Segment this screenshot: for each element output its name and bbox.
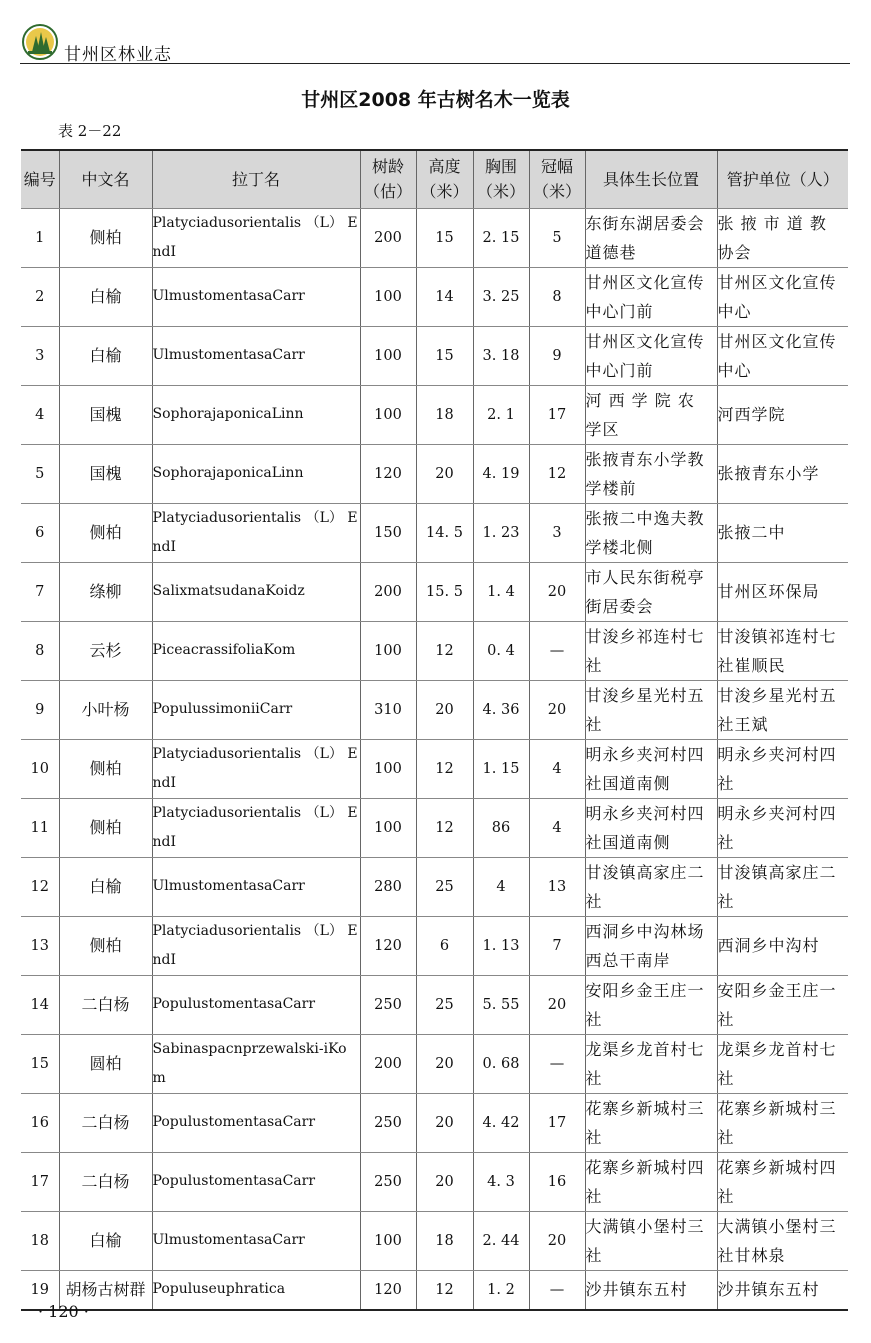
running-header (20, 22, 850, 64)
row-height: 14 (416, 267, 473, 326)
row-latin-name: Sabinaspacnprzewalski-iKom (152, 1034, 360, 1093)
row-unit: 龙渠乡龙首村七社 (717, 1034, 848, 1093)
row-girth: 1. 2 (473, 1270, 529, 1310)
col-header-crown-line2: （米） (532, 182, 581, 202)
table-header-row (21, 150, 848, 208)
row-no: 11 (21, 798, 59, 857)
row-age: 250 (360, 1093, 416, 1152)
row-no: 19 (21, 1270, 59, 1310)
row-latin-name: Platyciadusorientalis （L） EndI (152, 916, 360, 975)
row-latin-name: PopulustomentasaCarr (152, 975, 360, 1034)
row-cn-name: 白榆 (59, 1211, 152, 1270)
row-height: 18 (416, 385, 473, 444)
col-header-girth (473, 150, 529, 208)
table-row (21, 503, 848, 562)
row-height: 12 (416, 1270, 473, 1310)
row-height: 12 (416, 798, 473, 857)
row-location: 甘浚乡祁连村七社 (585, 621, 717, 680)
row-height: 20 (416, 680, 473, 739)
row-unit: 河西学院 (717, 385, 848, 444)
row-height: 12 (416, 621, 473, 680)
table-row (21, 798, 848, 857)
row-age: 200 (360, 562, 416, 621)
row-no: 10 (21, 739, 59, 798)
row-cn-name: 国槐 (59, 444, 152, 503)
row-crown: 20 (529, 1211, 585, 1270)
col-header-age (360, 150, 416, 208)
row-cn-name: 白榆 (59, 857, 152, 916)
row-height: 20 (416, 1152, 473, 1211)
row-no: 13 (21, 916, 59, 975)
col-header-crown (529, 150, 585, 208)
row-no: 5 (21, 444, 59, 503)
row-age: 100 (360, 326, 416, 385)
row-girth: 1. 4 (473, 562, 529, 621)
row-age: 100 (360, 1211, 416, 1270)
row-cn-name: 侧柏 (59, 798, 152, 857)
row-unit: 沙井镇东五村 (717, 1270, 848, 1310)
row-no: 17 (21, 1152, 59, 1211)
row-crown: 8 (529, 267, 585, 326)
table-row (21, 562, 848, 621)
table-row (21, 1034, 848, 1093)
table-row (21, 1270, 848, 1310)
row-no: 1 (21, 208, 59, 267)
col-header-unit: 管护单位（人） (717, 150, 848, 208)
document-title: 甘州区2008 年古树名木一览表 (301, 89, 570, 111)
row-crown: 12 (529, 444, 585, 503)
row-crown: 4 (529, 739, 585, 798)
row-latin-name: PopulustomentasaCarr (152, 1152, 360, 1211)
row-cn-name: 国槐 (59, 385, 152, 444)
col-header-location: 具体生长位置 (585, 150, 717, 208)
row-no: 16 (21, 1093, 59, 1152)
col-header-age-line2: （估） (363, 182, 412, 202)
row-cn-name: 白榆 (59, 326, 152, 385)
row-crown: — (529, 1034, 585, 1093)
row-latin-name: PopulussimoniiCarr (152, 680, 360, 739)
table-row (21, 208, 848, 267)
row-height: 14. 5 (416, 503, 473, 562)
row-crown: 7 (529, 916, 585, 975)
row-age: 200 (360, 1034, 416, 1093)
row-cn-name: 侧柏 (59, 503, 152, 562)
table-row (21, 1152, 848, 1211)
row-no: 15 (21, 1034, 59, 1093)
row-age: 280 (360, 857, 416, 916)
row-crown: 20 (529, 680, 585, 739)
row-latin-name: UlmustomentasaCarr (152, 1211, 360, 1270)
row-girth: 4 (473, 857, 529, 916)
table-row (21, 1093, 848, 1152)
ancient-trees-table (21, 149, 848, 1311)
table-row (21, 326, 848, 385)
row-latin-name: SophorajaponicaLinn (152, 385, 360, 444)
col-header-girth-line2: （米） (476, 182, 525, 202)
row-location: 河 西 学 院 农 学区 (585, 385, 717, 444)
row-cn-name: 二白杨 (59, 975, 152, 1034)
row-crown: 3 (529, 503, 585, 562)
row-height: 25 (416, 975, 473, 1034)
row-age: 100 (360, 798, 416, 857)
row-girth: 1. 23 (473, 503, 529, 562)
row-cn-name: 白榆 (59, 267, 152, 326)
row-crown: 20 (529, 562, 585, 621)
row-no: 12 (21, 857, 59, 916)
row-cn-name: 小叶杨 (59, 680, 152, 739)
col-header-height (416, 150, 473, 208)
row-location: 市人民东街税亭街居委会 (585, 562, 717, 621)
row-age: 250 (360, 1152, 416, 1211)
row-unit: 大满镇小堡村三社甘林泉 (717, 1211, 848, 1270)
page-number: · 120 · (38, 1302, 89, 1321)
row-latin-name: SalixmatsudanaKoidz (152, 562, 360, 621)
row-latin-name: UlmustomentasaCarr (152, 267, 360, 326)
row-age: 100 (360, 267, 416, 326)
row-unit: 张掖青东小学 (717, 444, 848, 503)
table-number: 表 2－22 (58, 122, 122, 140)
row-no: 2 (21, 267, 59, 326)
row-age: 120 (360, 1270, 416, 1310)
row-girth: 5. 55 (473, 975, 529, 1034)
table-row (21, 857, 848, 916)
row-crown: 13 (529, 857, 585, 916)
row-latin-name: PiceacrassifoliaKom (152, 621, 360, 680)
row-age: 100 (360, 739, 416, 798)
table-row (21, 444, 848, 503)
row-location: 西洞乡中沟林场西总干南岸 (585, 916, 717, 975)
row-age: 150 (360, 503, 416, 562)
row-location: 东街东湖居委会道德巷 (585, 208, 717, 267)
row-age: 200 (360, 208, 416, 267)
row-cn-name: 云杉 (59, 621, 152, 680)
row-crown: — (529, 621, 585, 680)
col-header-girth-line1: 胸围 (484, 157, 517, 177)
row-age: 310 (360, 680, 416, 739)
row-girth: 2. 1 (473, 385, 529, 444)
row-unit: 花寨乡新城村三社 (717, 1093, 848, 1152)
row-unit: 花寨乡新城村四社 (717, 1152, 848, 1211)
row-location: 花寨乡新城村三社 (585, 1093, 717, 1152)
row-age: 100 (360, 621, 416, 680)
row-location: 龙渠乡龙首村七社 (585, 1034, 717, 1093)
row-girth: 0. 4 (473, 621, 529, 680)
row-crown: 5 (529, 208, 585, 267)
row-no: 3 (21, 326, 59, 385)
col-header-no: 编号 (21, 150, 59, 208)
col-header-crown-line1: 冠幅 (540, 157, 573, 177)
row-no: 14 (21, 975, 59, 1034)
table-row (21, 385, 848, 444)
row-unit: 安阳乡金王庄一社 (717, 975, 848, 1034)
col-header-age-line1: 树龄 (371, 157, 404, 177)
row-age: 120 (360, 916, 416, 975)
row-latin-name: Populuseuphratica (152, 1270, 360, 1310)
row-location: 张掖青东小学教学楼前 (585, 444, 717, 503)
row-no: 4 (21, 385, 59, 444)
row-location: 甘州区文化宣传中心门前 (585, 267, 717, 326)
row-no: 9 (21, 680, 59, 739)
row-girth: 4. 19 (473, 444, 529, 503)
row-cn-name: 绦柳 (59, 562, 152, 621)
row-girth: 3. 25 (473, 267, 529, 326)
row-location: 大满镇小堡村三社 (585, 1211, 717, 1270)
row-location: 沙井镇东五村 (585, 1270, 717, 1310)
row-location: 明永乡夹河村四社国道南侧 (585, 798, 717, 857)
col-header-cn-name: 中文名 (59, 150, 152, 208)
table-row (21, 975, 848, 1034)
row-height: 20 (416, 1093, 473, 1152)
row-crown: — (529, 1270, 585, 1310)
row-crown: 17 (529, 1093, 585, 1152)
row-no: 8 (21, 621, 59, 680)
row-cn-name: 侧柏 (59, 739, 152, 798)
row-unit: 甘浚镇高家庄二社 (717, 857, 848, 916)
row-unit: 西洞乡中沟村 (717, 916, 848, 975)
row-cn-name: 侧柏 (59, 916, 152, 975)
row-unit: 甘州区文化宣传中心 (717, 326, 848, 385)
table-row (21, 680, 848, 739)
table-row (21, 1211, 848, 1270)
row-unit: 明永乡夹河村四社 (717, 739, 848, 798)
row-location: 安阳乡金王庄一社 (585, 975, 717, 1034)
row-unit: 明永乡夹河村四社 (717, 798, 848, 857)
header-rule (20, 63, 850, 64)
row-height: 20 (416, 1034, 473, 1093)
table-row (21, 739, 848, 798)
row-girth: 2. 44 (473, 1211, 529, 1270)
row-crown: 20 (529, 975, 585, 1034)
row-height: 6 (416, 916, 473, 975)
row-height: 12 (416, 739, 473, 798)
row-height: 15 (416, 326, 473, 385)
row-unit: 甘州区环保局 (717, 562, 848, 621)
row-unit: 张掖二中 (717, 503, 848, 562)
row-unit: 甘浚乡星光村五社王斌 (717, 680, 848, 739)
row-cn-name: 侧柏 (59, 208, 152, 267)
row-age: 120 (360, 444, 416, 503)
row-no: 7 (21, 562, 59, 621)
row-latin-name: PopulustomentasaCarr (152, 1093, 360, 1152)
row-location: 甘浚镇高家庄二社 (585, 857, 717, 916)
row-girth: 4. 42 (473, 1093, 529, 1152)
row-age: 250 (360, 975, 416, 1034)
row-height: 15. 5 (416, 562, 473, 621)
row-no: 18 (21, 1211, 59, 1270)
row-location: 张掖二中逸夫教学楼北侧 (585, 503, 717, 562)
row-age: 100 (360, 385, 416, 444)
row-unit: 张 掖 市 道 教 协会 (717, 208, 848, 267)
row-location: 甘浚乡星光村五社 (585, 680, 717, 739)
row-girth: 1. 15 (473, 739, 529, 798)
row-girth: 2. 15 (473, 208, 529, 267)
row-crown: 9 (529, 326, 585, 385)
row-crown: 16 (529, 1152, 585, 1211)
row-unit: 甘浚镇祁连村七社崔顺民 (717, 621, 848, 680)
row-latin-name: Platyciadusorientalis （L） EndI (152, 798, 360, 857)
row-girth: 4. 3 (473, 1152, 529, 1211)
row-location: 明永乡夹河村四社国道南侧 (585, 739, 717, 798)
row-cn-name: 圆柏 (59, 1034, 152, 1093)
table-row (21, 267, 848, 326)
header-title: 甘州区林业志 (64, 45, 172, 65)
col-header-latin-name: 拉丁名 (152, 150, 360, 208)
row-girth: 0. 68 (473, 1034, 529, 1093)
row-cn-name: 二白杨 (59, 1093, 152, 1152)
row-girth: 3. 18 (473, 326, 529, 385)
row-height: 20 (416, 444, 473, 503)
row-unit: 甘州区文化宣传中心 (717, 267, 848, 326)
row-latin-name: Platyciadusorientalis （L） EndI (152, 739, 360, 798)
row-latin-name: SophorajaponicaLinn (152, 444, 360, 503)
row-cn-name: 二白杨 (59, 1152, 152, 1211)
row-latin-name: Platyciadusorientalis （L） EndI (152, 503, 360, 562)
row-girth: 4. 36 (473, 680, 529, 739)
row-height: 25 (416, 857, 473, 916)
forestry-logo-icon (22, 24, 58, 60)
row-no: 6 (21, 503, 59, 562)
row-height: 18 (416, 1211, 473, 1270)
row-height: 15 (416, 208, 473, 267)
row-girth: 86 (473, 798, 529, 857)
row-cn-name: 胡杨古树群 (59, 1270, 152, 1310)
col-header-height-line1: 高度 (428, 157, 461, 177)
row-crown: 4 (529, 798, 585, 857)
row-latin-name: UlmustomentasaCarr (152, 326, 360, 385)
row-crown: 17 (529, 385, 585, 444)
col-header-height-line2: （米） (420, 182, 469, 202)
row-girth: 1. 13 (473, 916, 529, 975)
table-row (21, 621, 848, 680)
row-latin-name: UlmustomentasaCarr (152, 857, 360, 916)
row-location: 甘州区文化宣传中心门前 (585, 326, 717, 385)
row-location: 花寨乡新城村四社 (585, 1152, 717, 1211)
table-row (21, 916, 848, 975)
row-latin-name: Platyciadusorientalis （L） EndI (152, 208, 360, 267)
